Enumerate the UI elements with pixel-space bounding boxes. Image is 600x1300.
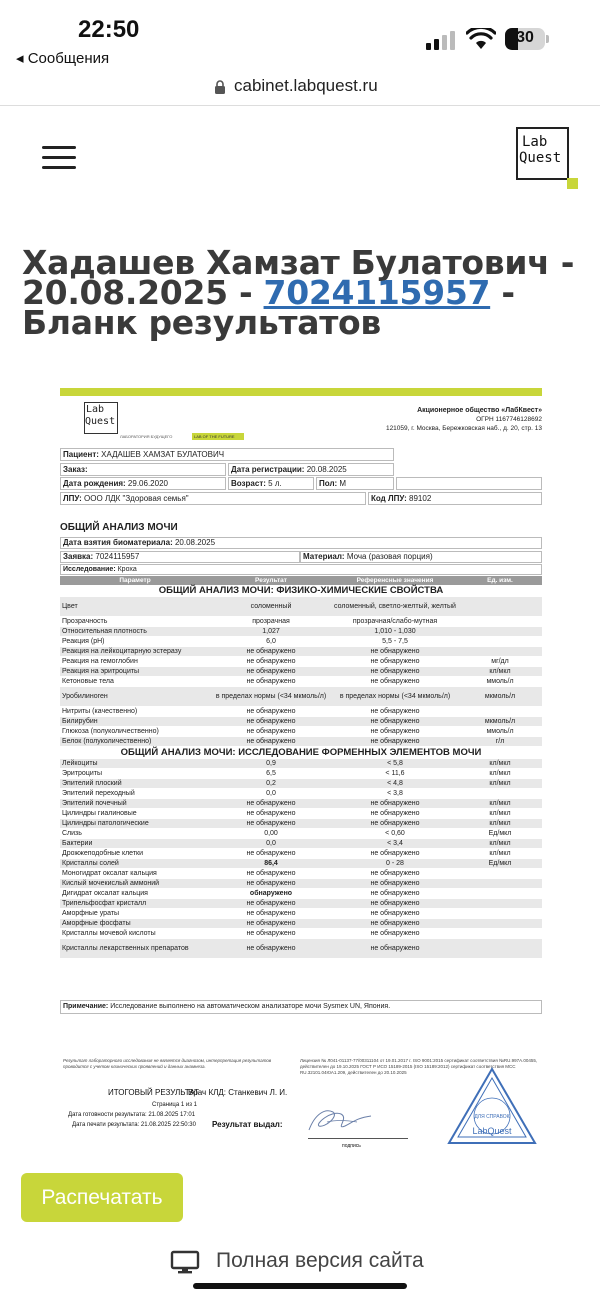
table-row: [60, 637, 542, 647]
lpu-value: ООО ЛДК "Здоровая семья": [84, 494, 189, 503]
reference-cell: < 3,8: [387, 790, 403, 797]
company-name: Акционерное общество «ЛабКвест»: [417, 407, 542, 414]
signature-label: подпись: [342, 1143, 361, 1149]
table-row: [60, 809, 542, 819]
lpu-row: [60, 492, 366, 505]
col-units: Ед. изм.: [487, 577, 513, 584]
full-site-label: Полная версия сайта: [216, 1249, 424, 1272]
parameter-cell: Глюкоза (полуколичественно): [62, 728, 159, 735]
reference-cell: не обнаружено: [370, 920, 420, 927]
table-row: [60, 929, 542, 939]
license-text: Лицензия № Л041-01137-77/00311104 от 19.01.2017 г. ISO 9001:2015 сертификат соответствия №RU.997A.00455, действителен до 19.10.2025 ГОСТ Р ИСО 15189-2015 (ISO 15189:2012) сертификат соответствия МСС RU.32101.04ЮА1.209, действителен до 20.10.2025: [300, 1058, 538, 1075]
parameter-cell: Аморфные ураты: [62, 910, 120, 917]
title-prefix: Хадашев Хамзат Булатович - 20.08.2025 -: [22, 243, 575, 312]
table-row: [60, 769, 542, 779]
table-row: [60, 677, 542, 687]
company-ogrn: ОГРН 1167746128692: [476, 416, 542, 423]
battery-cap: [546, 35, 549, 43]
study-row: [60, 564, 542, 575]
logo-text-line2: Quest: [519, 150, 562, 166]
result-cell: не обнаружено: [246, 658, 296, 665]
biomaterial-row: [60, 537, 542, 549]
page-title: [22, 243, 582, 342]
clock: 22:50: [78, 16, 140, 43]
units-cell: кл/мкл: [489, 760, 511, 767]
result-cell: 6,5: [266, 770, 276, 777]
reference-cell: 0 - 28: [386, 860, 404, 867]
units-cell: [458, 939, 542, 958]
units-cell: кл/мкл: [489, 820, 511, 827]
result-cell: 86,4: [264, 860, 278, 867]
signature-image: [305, 1104, 375, 1138]
sediment-rows: [60, 759, 542, 959]
reference-cell: не обнаружено: [370, 810, 420, 817]
study-value: Кроха: [117, 566, 137, 573]
age-label: Возраст:: [231, 479, 266, 488]
result-cell: 0,9: [266, 760, 276, 767]
reference-cell: не обнаружено: [370, 738, 420, 745]
result-cell: не обнаружено: [246, 810, 296, 817]
parameter-cell: Билирубин: [62, 718, 98, 725]
units-cell: Ед/мкл: [488, 830, 512, 837]
units-cell: [458, 627, 542, 636]
doc-tagline-en: LAB OF THE FUTURE: [192, 433, 244, 440]
reference-cell: не обнаружено: [370, 930, 420, 937]
result-cell: обнаружено: [249, 890, 293, 897]
result-cell: не обнаружено: [246, 930, 296, 937]
age-value: 5 л.: [268, 479, 282, 488]
parameter-cell: Цвет: [62, 603, 78, 610]
home-indicator[interactable]: [193, 1283, 407, 1289]
result-cell: в пределах нормы (<34 мкмоль/л): [215, 693, 327, 700]
reference-cell: не обнаружено: [370, 678, 420, 685]
reg-date-row: [228, 463, 394, 476]
parameter-cell: Реакция на эритроциты: [62, 668, 140, 675]
units-cell: [458, 909, 542, 918]
units-cell: [458, 647, 542, 656]
parameter-cell: Цилиндры гиалиновые: [62, 810, 137, 817]
table-row: [60, 889, 542, 899]
result-cell: не обнаружено: [246, 850, 296, 857]
units-cell: кл/мкл: [489, 850, 511, 857]
result-cell: не обнаружено: [246, 738, 296, 745]
page-number: Страница 1 из 1: [152, 1102, 197, 1108]
table-row: [60, 869, 542, 879]
reference-cell: соломенный, светло-желтый, желтый: [334, 603, 456, 610]
parameter-cell: Кристаллы лекарственных препаратов: [62, 945, 189, 952]
table-row: [60, 759, 542, 769]
parameter-cell: Уробилиноген: [62, 693, 108, 700]
table-row: [60, 707, 542, 717]
table-row: [60, 647, 542, 657]
parameter-cell: Лейкоциты: [62, 760, 98, 767]
reference-cell: < 11,6: [385, 770, 405, 777]
table-row: [60, 717, 542, 727]
units-cell: ммоль/л: [486, 678, 514, 685]
reference-cell: не обнаружено: [370, 910, 420, 917]
col-result: Результат: [255, 577, 287, 584]
logo-accent-square: [567, 178, 578, 189]
table-row: [60, 667, 542, 677]
labquest-stamp: [446, 1066, 538, 1146]
result-cell: не обнаружено: [246, 668, 296, 675]
result-cell: не обнаружено: [246, 718, 296, 725]
result-cell: 1,027: [262, 628, 280, 635]
reference-cell: < 0,60: [385, 830, 405, 837]
table-row: [60, 899, 542, 909]
order-row: [60, 463, 226, 476]
wifi-icon: [466, 28, 496, 50]
parameter-cell: Кристаллы мочевой кислоты: [62, 930, 156, 937]
result-cell: не обнаружено: [246, 800, 296, 807]
parameter-cell: Слизь: [62, 830, 82, 837]
reg-date-value: 20.08.2025: [306, 465, 347, 474]
units-cell: ммоль/л: [486, 728, 514, 735]
reference-cell: не обнаружено: [370, 900, 420, 907]
reference-cell: прозрачная/слабо-мутная: [352, 618, 438, 625]
result-cell: не обнаружено: [246, 708, 296, 715]
signature-line: [308, 1138, 408, 1139]
print-button[interactable]: Распечатать: [21, 1173, 183, 1222]
sex-label: Пол:: [319, 479, 338, 488]
units-cell: [458, 789, 542, 798]
reference-cell: не обнаружено: [370, 800, 420, 807]
parameter-cell: Дигидрат оксалат кальция: [62, 890, 148, 897]
units-cell: [458, 869, 542, 878]
doc-logo-line1: Lab: [86, 404, 105, 415]
disclaimer-text: Результат лабораторного исследования не является диагнозом, интерпретация результатов проводится с учетом клинических проявлений и данных анамнеза.: [63, 1058, 272, 1069]
units-cell: [458, 617, 542, 626]
table-row: [60, 909, 542, 919]
reference-cell: не обнаружено: [370, 708, 420, 715]
table-row: [60, 737, 542, 747]
document-footer: [60, 1052, 542, 1162]
blank-cell: [396, 477, 542, 490]
table-header: [60, 576, 542, 585]
parameter-cell: Эритроциты: [62, 770, 102, 777]
doc-accent-bar: [60, 388, 542, 396]
parameter-cell: Аморфные фосфаты: [62, 920, 131, 927]
sex-row: [316, 477, 394, 490]
parameter-cell: Нитриты (качественно): [62, 708, 138, 715]
reference-cell: не обнаружено: [370, 850, 420, 857]
table-row: [60, 727, 542, 737]
result-cell: 0,0: [266, 840, 276, 847]
units-cell: [458, 899, 542, 908]
doc-logo-line2: Quest: [85, 416, 116, 427]
parameter-cell: Кислый мочекислый аммоний: [62, 880, 160, 887]
patient-name: ХАДАШЕВ ХАМЗАТ БУЛАТОВИЧ: [101, 450, 225, 459]
lpu-code-label: Код ЛПУ:: [371, 494, 407, 503]
result-cell: не обнаружено: [246, 910, 296, 917]
reference-cell: не обнаружено: [370, 945, 420, 952]
table-row: [60, 919, 542, 929]
order-number-link[interactable]: 7024115957: [263, 273, 491, 312]
units-cell: кл/мкл: [489, 840, 511, 847]
parameter-cell: Трипельфосфат кристалл: [62, 900, 147, 907]
parameter-cell: Реакция на гемоглобин: [62, 658, 138, 665]
units-cell: [458, 879, 542, 888]
labquest-logo[interactable]: [516, 127, 569, 180]
physchem-rows: [60, 597, 542, 747]
units-cell: кл/мкл: [489, 668, 511, 675]
reference-cell: не обнаружено: [370, 658, 420, 665]
results-table: [60, 576, 542, 959]
result-cell: не обнаружено: [246, 900, 296, 907]
table-row: [60, 849, 542, 859]
reference-cell: < 4,8: [387, 780, 403, 787]
battery-icon: [505, 28, 545, 50]
parameter-cell: Эпителий плоский: [62, 780, 122, 787]
reference-cell: 1,010 - 1,030: [374, 628, 416, 635]
units-cell: [458, 889, 542, 898]
order-label: Заказ:: [63, 465, 88, 474]
units-cell: [458, 637, 542, 646]
reference-cell: не обнаружено: [370, 880, 420, 887]
table-row: [60, 597, 542, 617]
units-cell: кл/мкл: [489, 800, 511, 807]
note-row: [60, 1000, 542, 1014]
parameter-cell: Эпителий почечный: [62, 800, 127, 807]
table-row: [60, 879, 542, 889]
table-row: [60, 779, 542, 789]
reference-cell: в пределах нормы (<34 мкмоль/л): [339, 693, 451, 700]
units-cell: мг/дл: [491, 658, 509, 665]
parameter-cell: Прозрачность: [62, 618, 108, 625]
table-row: [60, 839, 542, 849]
total-result-label: ИТОГОВЫЙ РЕЗУЛЬТАТ: [108, 1088, 199, 1097]
back-to-messages-link[interactable]: ◂ Сообщения: [16, 50, 110, 67]
age-row: [228, 477, 314, 490]
result-cell: не обнаружено: [246, 870, 296, 877]
address-bar[interactable]: [0, 72, 600, 106]
result-cell: 0,0: [266, 790, 276, 797]
birth-date-value: 29.06.2020: [127, 479, 168, 488]
table-row: [60, 627, 542, 637]
units-cell: кл/мкл: [489, 770, 511, 777]
units-cell: кл/мкл: [489, 780, 511, 787]
material-row: [300, 551, 542, 563]
parameter-cell: Моногидрат оксалат кальция: [62, 870, 157, 877]
parameter-cell: Реакция на лейкоцитарную эстеразу: [62, 648, 182, 655]
doc-logo: [84, 402, 118, 434]
stamp-sub: ДЛЯ СПРАВОК: [474, 1114, 510, 1120]
desktop-icon: [170, 1250, 200, 1274]
company-info: [342, 406, 542, 433]
menu-button[interactable]: [42, 146, 76, 172]
note-value: Исследование выполнено на автоматическом анализаторе мочи Sysmex UN, Япония.: [110, 1003, 391, 1010]
result-cell: 0,00: [264, 830, 278, 837]
units-cell: мкмоль/л: [484, 718, 516, 725]
units-cell: Ед/мкл: [488, 860, 512, 867]
results-form-image: [60, 388, 542, 1018]
title-suffix: - Бланк результатов: [22, 273, 515, 342]
result-cell: прозрачная: [252, 618, 290, 625]
subsection-physchem: ОБЩИЙ АНАЛИЗ МОЧИ: ФИЗИКО-ХИМИЧЕСКИЕ СВОЙСТВА: [158, 585, 444, 596]
company-address: 121059, г. Москва, Бережковская наб., д. 20, стр. 13: [385, 425, 542, 432]
result-cell: не обнаружено: [246, 945, 296, 952]
lpu-code-value: 89102: [409, 494, 432, 503]
result-cell: не обнаружено: [246, 678, 296, 685]
note-label: Примечание:: [63, 1003, 109, 1010]
result-cell: не обнаружено: [246, 920, 296, 927]
result-cell: не обнаружено: [246, 820, 296, 827]
material-value: Моча (разовая порция): [346, 552, 433, 561]
table-row: [60, 657, 542, 667]
parameter-cell: Дрожжеподобные клетки: [62, 850, 144, 857]
units-cell: [458, 707, 542, 716]
subsection-sediment: ОБЩИЙ АНАЛИЗ МОЧИ: ИССЛЕДОВАНИЕ ФОРМЕННЫХ ЭЛЕМЕНТОВ МОЧИ: [120, 747, 482, 758]
table-row: [60, 859, 542, 869]
result-cell: соломенный: [250, 603, 292, 610]
reference-cell: < 3,4: [387, 840, 403, 847]
study-label: Исследование:: [63, 566, 116, 573]
reference-cell: не обнаружено: [370, 668, 420, 675]
cellular-signal-icon: [426, 30, 456, 50]
biomaterial-value: 20.08.2025: [174, 538, 216, 547]
request-value: 7024115957: [95, 552, 140, 561]
result-cell: не обнаружено: [246, 880, 296, 887]
result-cell: не обнаружено: [246, 648, 296, 655]
result-cell: 0,2: [266, 780, 276, 787]
reference-cell: 5,5 - 7,5: [382, 638, 408, 645]
table-row: [60, 939, 542, 959]
ready-date: Дата готовности результата: 21.08.2025 17:01: [68, 1112, 196, 1118]
parameter-cell: Кетоновые тела: [62, 678, 114, 685]
table-row: [60, 617, 542, 627]
parameter-cell: Бактерии: [62, 840, 93, 847]
units-cell: [458, 919, 542, 928]
units-cell: г/л: [495, 738, 505, 745]
status-bar: [0, 0, 600, 72]
reference-cell: не обнаружено: [370, 728, 420, 735]
table-row: [60, 687, 542, 707]
col-parameter: Параметр: [119, 577, 151, 584]
stamp-text: LabQuest: [472, 1126, 512, 1136]
reference-cell: не обнаружено: [370, 890, 420, 897]
biomaterial-label: Дата взятия биоматериала:: [63, 538, 173, 547]
print-date: Дата печати результата: 21.08.2025 22:50:30: [72, 1122, 196, 1128]
reference-cell: не обнаружено: [370, 870, 420, 877]
parameter-cell: Белок (полуколичественно): [62, 738, 152, 745]
birth-date-row: [60, 477, 226, 490]
battery-level: 30: [516, 29, 534, 46]
doc-tagline-ru: ЛАБОРАТОРИЯ БУДУЩЕГО: [120, 434, 173, 439]
reference-cell: < 5,8: [387, 760, 403, 767]
units-cell: мкмоль/л: [484, 693, 516, 700]
table-row: [60, 829, 542, 839]
reference-cell: не обнаружено: [370, 718, 420, 725]
sex-value: М: [339, 479, 347, 488]
patient-label: Пациент:: [63, 450, 99, 459]
parameter-cell: Эпителий переходный: [62, 790, 135, 797]
request-label: Заявка:: [63, 552, 94, 561]
units-cell: кл/мкл: [489, 810, 511, 817]
parameter-cell: Цилиндры патологические: [62, 820, 149, 827]
table-row: [60, 819, 542, 829]
table-row: [60, 799, 542, 809]
lpu-label: ЛПУ:: [63, 494, 82, 503]
parameter-cell: Кристаллы солей: [62, 860, 119, 867]
material-label: Материал:: [303, 552, 345, 561]
lpu-code-row: [368, 492, 542, 505]
analysis-title: ОБЩИЙ АНАЛИЗ МОЧИ: [60, 522, 178, 533]
request-row: [60, 551, 300, 563]
logo-text-line1: Lab: [522, 134, 548, 150]
lock-icon: [214, 80, 226, 94]
birth-date-label: Дата рождения:: [63, 479, 126, 488]
patient-row: [60, 448, 394, 461]
doctor-name: Врач КЛД: Станкевич Л. И.: [188, 1088, 288, 1097]
url-text: cabinet.labquest.ru: [234, 76, 378, 95]
units-cell: [458, 929, 542, 938]
reference-cell: не обнаружено: [370, 820, 420, 827]
units-cell: [458, 597, 542, 616]
table-row: [60, 789, 542, 799]
reference-cell: не обнаружено: [370, 648, 420, 655]
col-reference: Референсные значения: [356, 577, 434, 584]
reg-date-label: Дата регистрации:: [231, 465, 305, 474]
result-cell: 6,0: [266, 638, 276, 645]
parameter-cell: Реакция (pH): [62, 638, 105, 645]
issued-label: Результат выдал:: [212, 1120, 283, 1129]
parameter-cell: Относительная плотность: [62, 628, 147, 635]
result-cell: не обнаружено: [246, 728, 296, 735]
